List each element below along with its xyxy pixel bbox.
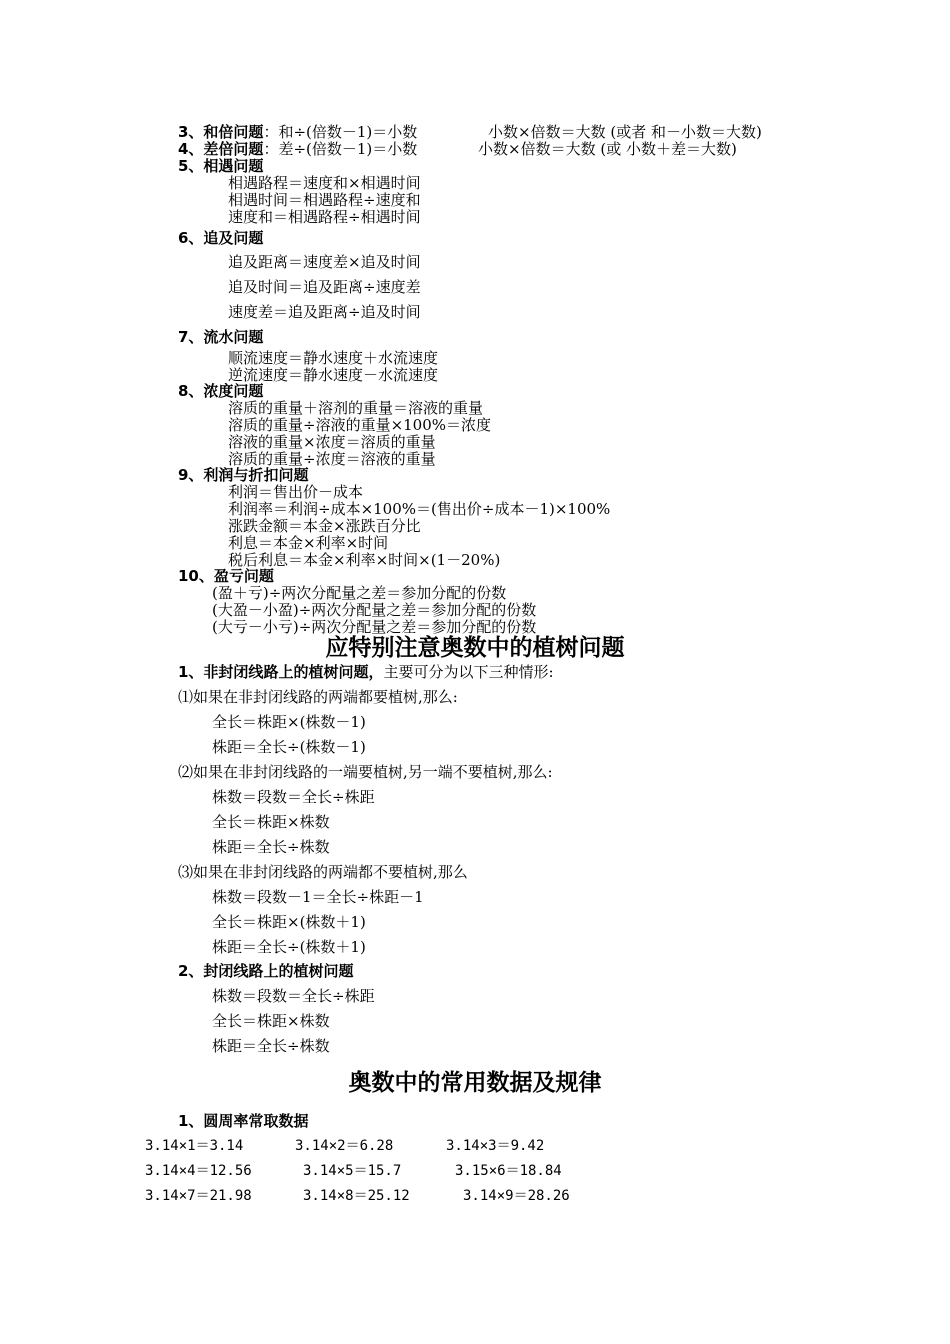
formula: ：差÷(倍数－1)＝小数 (263, 140, 418, 158)
data-cell: 3.14×5＝15.7 (303, 1163, 402, 1179)
formula: 小数×倍数＝大数 (或者 和－小数＝大数) (488, 123, 762, 141)
data-cell: 3.14×7＝21.98 (145, 1188, 252, 1204)
heading-sum-multiple (178, 124, 417, 141)
formula: 利润率＝利润÷成本×100%＝(售出价÷成本－1)×100% (228, 500, 611, 518)
section-label: 5、相遇问题 (178, 157, 264, 175)
formula: 株数＝段数＝全长÷株距 (212, 987, 375, 1005)
formula: 株距＝全长÷株数 (212, 838, 330, 856)
formula: 相遇时间＝相遇路程÷速度和 (228, 191, 421, 209)
heading-diff-multiple (178, 141, 417, 158)
data-cell: 3.14×1＝3.14 (145, 1138, 244, 1154)
section-title: 应特别注意奥数中的植树问题 (325, 635, 625, 661)
formula: 涨跌金额＝本金×涨跌百分比 (228, 517, 421, 535)
formula: 株距＝全长÷株数 (212, 1037, 330, 1055)
formula: 株距＝全长÷(株数－1) (212, 738, 366, 756)
section-label: 9、利润与折扣问题 (178, 466, 309, 484)
subsection-label: 1、非封闭线路上的植树问题， (178, 663, 384, 681)
data-cell: 3.14×8＝25.12 (303, 1188, 410, 1204)
formula: 溶质的重量÷溶液的重量×100%＝浓度 (228, 416, 492, 434)
data-cell: 3.14×3＝9.42 (446, 1138, 545, 1154)
formula: 全长＝株距×(株数－1) (212, 713, 366, 731)
formula: 利润＝售出价－成本 (228, 483, 364, 501)
subsection-text: 主要可分为以下三种情形: (383, 663, 554, 681)
formula: 速度和＝相遇路程÷相遇时间 (228, 208, 421, 226)
formula: 税后利息＝本金×利率×时间×(1－20%) (228, 551, 501, 569)
formula: 全长＝株距×株数 (212, 813, 330, 831)
data-cell: 3.14×2＝6.28 (295, 1138, 394, 1154)
formula: 溶液的重量×浓度＝溶质的重量 (228, 433, 436, 451)
case-text: ⑴如果在非封闭线路的两端都要植树,那么: (178, 688, 458, 706)
formula: ：和÷(倍数－1)＝小数 (263, 123, 418, 141)
formula: 追及时间＝追及距离÷速度差 (228, 278, 421, 296)
formula: 溶质的重量＋溶剂的重量＝溶液的重量 (228, 399, 484, 417)
formula: (盈＋亏)÷两次分配量之差＝参加分配的份数 (212, 584, 507, 602)
subsection-heading (178, 664, 554, 681)
formula: 追及距离＝速度差×追及时间 (228, 253, 421, 271)
formula: 顺流速度＝静水速度＋水流速度 (228, 349, 439, 367)
subsection-label: 1、圆周率常取数据 (178, 1112, 309, 1130)
formula: 小数×倍数＝大数 (或 小数＋差＝大数) (478, 140, 737, 158)
section-title: 奥数中的常用数据及规律 (348, 1070, 602, 1096)
data-cell: 3.14×9＝28.26 (463, 1188, 570, 1204)
data-cell: 3.14×4＝12.56 (145, 1163, 252, 1179)
subsection-label: 2、封闭线路上的植树问题 (178, 962, 354, 980)
formula: 全长＝株距×株数 (212, 1012, 330, 1030)
formula: 速度差＝追及距离÷追及时间 (228, 303, 421, 321)
section-label: 3、和倍问题 (178, 123, 264, 141)
case-text: ⑶如果在非封闭线路的两端都不要植树,那么 (178, 863, 468, 881)
formula: 株数＝段数－1＝全长÷株距－1 (212, 888, 424, 906)
data-cell: 3.15×6＝18.84 (455, 1163, 562, 1179)
section-label: 10、盈亏问题 (178, 567, 274, 585)
formula: 全长＝株距×(株数＋1) (212, 913, 366, 931)
formula: (大盈－小盈)÷两次分配量之差＝参加分配的份数 (212, 601, 537, 619)
formula: 株距＝全长÷(株数＋1) (212, 938, 366, 956)
case-text: ⑵如果在非封闭线路的一端要植树,另一端不要植树,那么: (178, 763, 553, 781)
formula: 株数＝段数＝全长÷株距 (212, 788, 375, 806)
formula: 相遇路程＝速度和×相遇时间 (228, 174, 421, 192)
formula: 溶质的重量÷浓度＝溶液的重量 (228, 450, 436, 468)
formula: 逆流速度＝静水速度－水流速度 (228, 366, 439, 384)
section-label: 8、浓度问题 (178, 382, 264, 400)
section-label: 7、流水问题 (178, 328, 264, 346)
formula: 利息＝本金×利率×时间 (228, 534, 389, 552)
formula: (大亏－小亏)÷两次分配量之差＝参加分配的份数 (212, 618, 537, 636)
section-label: 6、追及问题 (178, 229, 264, 247)
section-label: 4、差倍问题 (178, 140, 264, 158)
